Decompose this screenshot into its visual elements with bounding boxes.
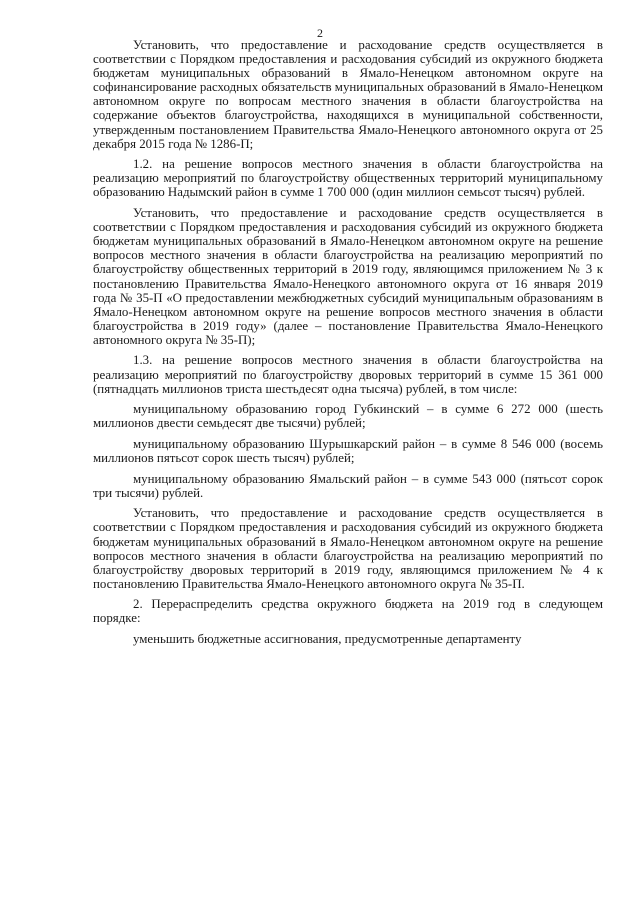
paragraph-8: Установить, что предоставление и расходование средств осуществляется в соответствии с Порядком предоставления и расходования субсидий из окружного бюджета бюджетам муниципальных образований в Ямало-Ненецком автономном округе на решение вопросов местного значения в области благоустройства на реализацию мероприятий по благоустройству дворовых территорий в 2019 году, являющимся приложением № 4 к постановлению Правительства Ямало-Ненецкого автономного округа № 35-П. bbox=[93, 506, 603, 591]
paragraph-1: Установить, что предоставление и расходование средств осуществляется в соответствии с Порядком предоставления и расходования субсидий из окружного бюджета бюджетам муниципальных образований в Ямало-Ненецком автономном округе на софинансирование расходных обязательств муниципальных образований в Ямало-Ненецком автономном округе по вопросам местного значения в области благоустройства на содержание объектов благоустройства, находящихся в муниципальной собственности, утвержденным постановлением Правительства Ямало-Ненецкого автономного округа от 25 декабря 2015 года № 1286-П; bbox=[93, 38, 603, 151]
document-body bbox=[93, 38, 603, 646]
paragraph-2: 1.2. на решение вопросов местного значения в области благоустройства на реализацию мероприятий по благоустройству общественных территорий муниципальному образованию Надымский район в сумме 1 700 000 (один миллион семьсот тысяч) рублей. bbox=[93, 157, 603, 200]
paragraph-5: муниципальному образованию город Губкинский – в сумме 6 272 000 (шесть миллионов двести семьдесят две тысячи) рублей; bbox=[93, 402, 603, 431]
paragraph-7: муниципальному образованию Ямальский район – в сумме 543 000 (пятьсот сорок три тысячи) рублей. bbox=[93, 471, 603, 500]
paragraph-9: 2. Перераспределить средства окружного бюджета на 2019 год в следующем порядке: bbox=[93, 597, 603, 626]
paragraph-6: муниципальному образованию Шурышкарский район – в сумме 8 546 000 (восемь миллионов пятьсот сорок шесть тысяч) рублей; bbox=[93, 436, 603, 466]
page-number: 2 bbox=[317, 26, 323, 40]
paragraph-10: уменьшить бюджетные ассигнования, предусмотренные департаменту bbox=[133, 632, 522, 647]
paragraph-4: 1.3. на решение вопросов местного значения в области благоустройства на реализацию мероприятий по благоустройству дворовых территорий в сумме 15 361 000 (пятнадцать миллионов триста шестьдесят одна тысяча) рублей, в том числе: bbox=[93, 353, 603, 396]
paragraph-3: Установить, что предоставление и расходование средств осуществляется в соответствии с Порядком предоставления и расходования субсидий из окружного бюджета бюджетам муниципальных образований в Ямало-Ненецком автономном округе на решение вопросов местного значения в области благоустройства на реализацию мероприятий по благоустройству общественных территорий в 2019 году, являющимся приложением № 3 к постановлению Правительства Ямало-Ненецкого автономного округа от 16 января 2019 года № 35-П «О предоставлении межбюджетных субсидий муниципальным образованиям в Ямало-Ненецком автономном округе на решение вопросов местного значения в области благоустройства в 2019 году» (далее – постановление Правительства Ямало-Ненецкого автономного округа № 35-П); bbox=[93, 206, 603, 347]
